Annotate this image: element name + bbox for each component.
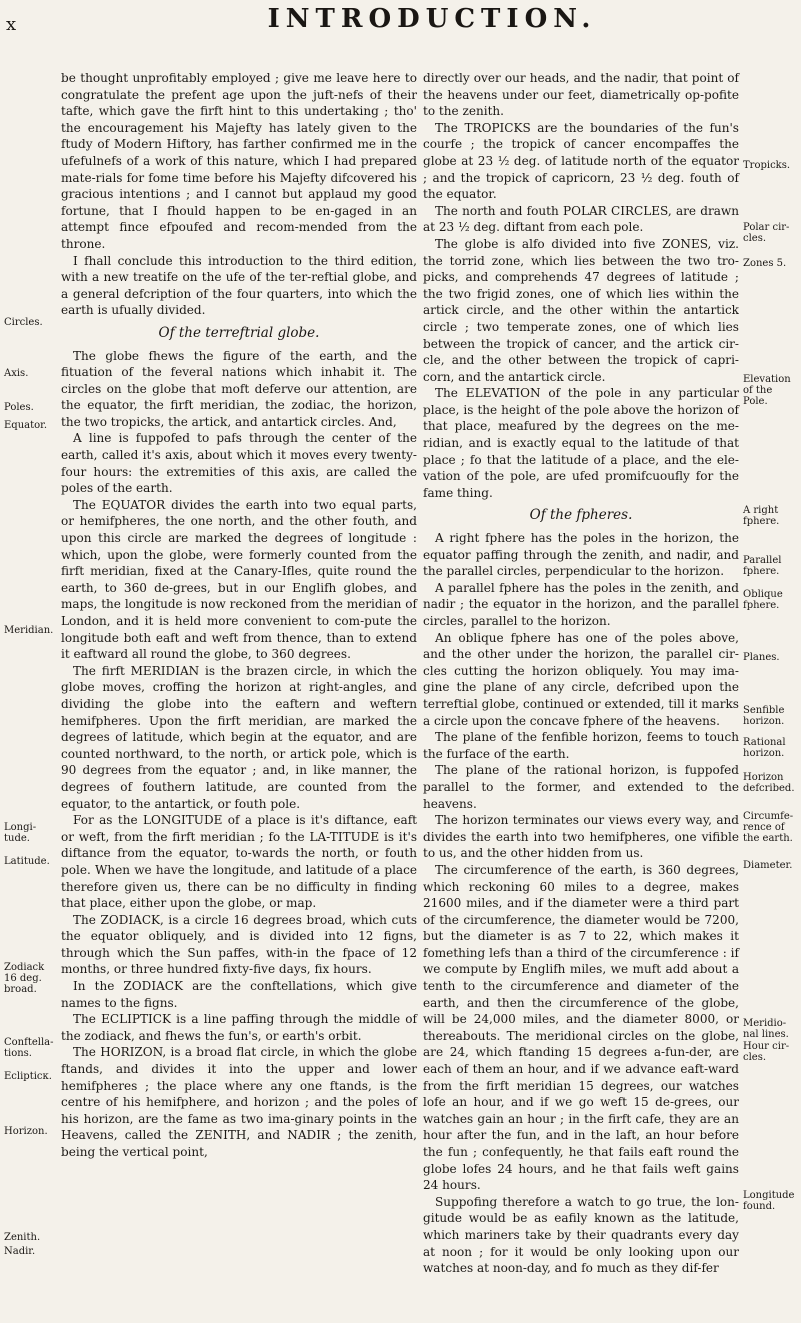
paragraph: The plane of the fenfible horizon, feems to touch the furface of the earth.	[423, 730, 739, 761]
paragraph: The ELEVATION of the pole in any particular place, is the height of the pole above the horizon of that place, meafured by the degrees on the me-ridian, and is exactly equal to the latitude of that place ; fo that the latitude of a place, and the ele-vation of the pole, are ufed promifcuoufly for the fame thing.	[423, 386, 739, 500]
margin-note: Horizon defcribed.	[743, 772, 795, 794]
margin-note: Tropicks.	[743, 160, 791, 171]
margin-note: Meridian.	[4, 625, 54, 636]
margin-note: Axis.	[4, 368, 29, 379]
paragraph: In the ZODIACK are the conftellations, which give names to the figns.	[61, 979, 417, 1010]
margin-note: Nadir.	[4, 1246, 36, 1257]
paragraph: be thought unprofitably employed ; give me leave here to congratulate the prefent age upon the juft-nefs of their tafte, which gave the firft hint to this undertaking ; tho' the encouragement his Majefty has lately given to the ftudy of Modern Hiftory, has farther confirmed me in the ufefulnefs of a work of this nature, which I had prepared mate-rials for fome time before his Majefty difcovered his gracious intentions ; and I cannot but applaud my good fortune, that I fhould happen to be en-gaged in an attempt fince efpoufed and recom-mended from the throne.	[61, 71, 417, 251]
running-header: INTRODUCTION.	[267, 4, 597, 34]
section-heading: Of the terreftrial globe.	[158, 324, 320, 341]
paragraph: The north and fouth POLAR CIRCLES, are drawn at 23 ½ deg. diftant from each pole.	[423, 203, 739, 235]
left-column	[61, 70, 417, 1161]
paragraph: A right fphere has the poles in the horizon, the equator paffing through the zenith, and nadir, and the parallel circles, perpendicular to the horizon.	[423, 531, 739, 579]
margin-note: Conftella-tions.	[4, 1037, 54, 1059]
paragraph: directly over our heads, and the nadir, that point of the heavens under our feet, diametrically op-pofite to the zenith.	[423, 71, 739, 119]
paragraph: The globe fhews the figure of the earth, and the fituation of the feveral nations which inhabit it. The circles on the globe that moft deferve our attention, are the equator, the firft meridian, the zodiac, the horizon, the two tropicks, the artick, and antartick circles. And,	[61, 348, 417, 429]
margin-note: Rational horizon.	[743, 737, 786, 759]
paragraph: The globe is alfo divided into five ZONES, viz. the torrid zone, which lies between the two tro-picks, and comprehends 47 degrees of latitude ; the two frigid zones, one of which lies within the artick circle, and the other within the antartick circle ; two temperate zones, one of which lies between the tropick of cancer, and the artick cir-cle, and the other between the tropick of capri-corn, and the antartick circle.	[423, 236, 739, 384]
paragraph: The firft MERIDIAN is the brazen circle, in which the globe moves, croffing the horizon at right-angles, and dividing the globe into the eaftern and weftern hemifpheres. Upon the firft meridian, are marked the degrees of latitude, which begin at the equator, and are counted northward, to the north, or artick pole, which is 90 degrees from the equator ; and, in like manner, the degrees of fouthern latitude, are counted from the equator, to the antartick, or fouth pole.	[61, 663, 417, 811]
margin-note: Eclipticк.	[4, 1071, 52, 1082]
paragraph: A parallel fphere has the poles in the zenith, and nadir ; the equator in the horizon, and the parallel circles, parallel to the horizon.	[423, 580, 739, 628]
margin-note: Oblique fphere.	[743, 589, 783, 611]
page-number: x	[6, 14, 18, 35]
paragraph: The ECLIPTICK is a line paffing through the middle of the zodiack, and fhews the fun's, or earth's orbit.	[61, 1012, 417, 1043]
margin-note: A right fphere.	[743, 505, 780, 527]
margin-note: Elevation of the Pole.	[743, 374, 791, 407]
margin-note: Latitude.	[4, 856, 50, 867]
paragraph: A line is fuppofed to pafs through the center of the earth, called it's axis, about which it moves every twenty-four hours: the extremities of this axis, are called the poles of the earth.	[61, 431, 417, 496]
paragraph: The HORIZON, is a broad flat circle, in which the globe ftands, and divides it into the upper and lower hemifpheres ; the place where any one ftands, is the centre of his hemifphere, and horizon ; and the poles of his horizon, are the fame as two ima-ginary points in the Heavens, called the ZENITH, and NADIR ; the zenith, being the vertical point,	[61, 1045, 417, 1159]
margin-note: Planes.	[743, 652, 780, 663]
margin-note: Equator.	[4, 420, 48, 431]
margin-note: Senfible horizon.	[743, 705, 785, 727]
margin-note: Longi-tude.	[4, 822, 37, 844]
paragraph: The EQUATOR divides the earth into two equal parts, or hemifpheres, the one north, and the other fouth, and upon this circle are marked the degrees of longitude : which, upon the globe, were formerly counted from the firft meridian, fixed at the Canary-Ifles, quite round the earth, to 360 de-grees, but in our Englifh globes, and maps, the longitude is now reckoned from the meridian of London, and it is held more convenient to com-pute the longitude both eaft and weft from thence, than to extend it eaftward all round the globe, to 360 degrees.	[61, 497, 417, 662]
section-heading: Of the fpheres.	[529, 507, 633, 524]
margin-note: Parallel fphere.	[743, 555, 782, 577]
paragraph: The horizon terminates our views every way, and divides the earth into two hemifpheres, one vifible to us, and the other hidden from us.	[423, 813, 739, 861]
right-column	[423, 70, 739, 1277]
margin-note: Longitude found.	[743, 1190, 795, 1212]
paragraph: Suppofing therefore a watch to go true, the lon-gitude would be as eafily known as the latitude, which mariners take by their quadrants every day at noon ; for it would be only looking upon our watches at noon-day, and fo much as they dif-fer	[423, 1194, 739, 1276]
margin-note: Horizon.	[4, 1126, 48, 1137]
margin-note: Zodiack 16 deg. broad.	[4, 962, 45, 995]
margin-note: Circles.	[4, 317, 43, 328]
paragraph: The TROPICKS are the boundaries of the fun's courfe ; the tropick of cancer encompaffes the globe at 23 ½ deg. of latitude north of the equator ; and the tropick of capricorn, 23 ½ deg. fouth of the equator.	[423, 120, 739, 202]
margin-note: Zenith.	[4, 1232, 41, 1243]
margin-note: Diameter.	[743, 860, 793, 871]
paragraph: An oblique fphere has one of the poles above, and the other under the horizon, the parallel cir-cles cutting the horizon obliquely. You may ima-gine the plane of any circle, defcribed upon the terreftial globe, continued or extended, till it marks a circle upon the concave fphere of the heavens.	[423, 630, 739, 728]
margin-note: Polar cir-cles.	[743, 222, 790, 244]
paragraph: The plane of the rational horizon, is fuppofed parallel to the former, and extended to the heavens.	[423, 763, 739, 811]
paragraph: For as the LONGITUDE of a place is it's diftance, eaft or weft, from the firft meridian ; fo the LA-TITUDE is it's diftance from the equator, to-wards the north, or fouth pole. When we have the longitude, and latitude of a place therefore given us, there can be no difficulty in finding that place, either upon the globe, or map.	[61, 813, 417, 911]
paragraph: I fhall conclude this introduction to the third edition, with a new treatife on the ufe of the ter-reftial globe, and a general defcription of the four quarters, into which the earth is ufually divided.	[61, 253, 417, 318]
paragraph: The circumference of the earth, is 360 degrees, which reckoning 60 miles to a degree, makes 21600 miles, and if the diameter were a third part of the circumference, the diameter would be 7200, but the diameter is as 7 to 22, which makes it fomething lefs than a third of the circumference : if we compute by Englifh miles, we muft add about a tenth to the circumference and diameter of the earth, and then the circumference of the globe, will be 24,000 miles, and the diameter 8000, or thereabouts. The meridional circles on the globe, are 24, which ftanding 15 degrees a-fun-der, are each of them an hour, and if we advance eaft-ward from the firft meridian 15 degrees, our watches lofe an hour, and if we go weft 15 de-grees, our watches gain an hour ; in the firft cafe, they are an hour after the fun, and in the laft, an hour before the fun ; confequently, he that fails eaft round the globe lofes 24 hours, and he that fails weft gains 24 hours.	[423, 862, 739, 1193]
margin-note: Poles.	[4, 402, 34, 413]
paragraph: The ZODIACK, is a circle 16 degrees broad, which cuts the equator obliquely, and is divided into 12 figns, through which the Sun paffes, with-in the fpace of 12 months, or three hundred fixty-five days, fix hours.	[61, 912, 417, 977]
margin-note: Zones 5.	[743, 258, 787, 269]
margin-note: Hour cir-cles.	[743, 1041, 790, 1063]
margin-note: Circumfe-rence of the earth.	[743, 811, 794, 844]
margin-note: Meridio-nal lines.	[743, 1018, 789, 1040]
